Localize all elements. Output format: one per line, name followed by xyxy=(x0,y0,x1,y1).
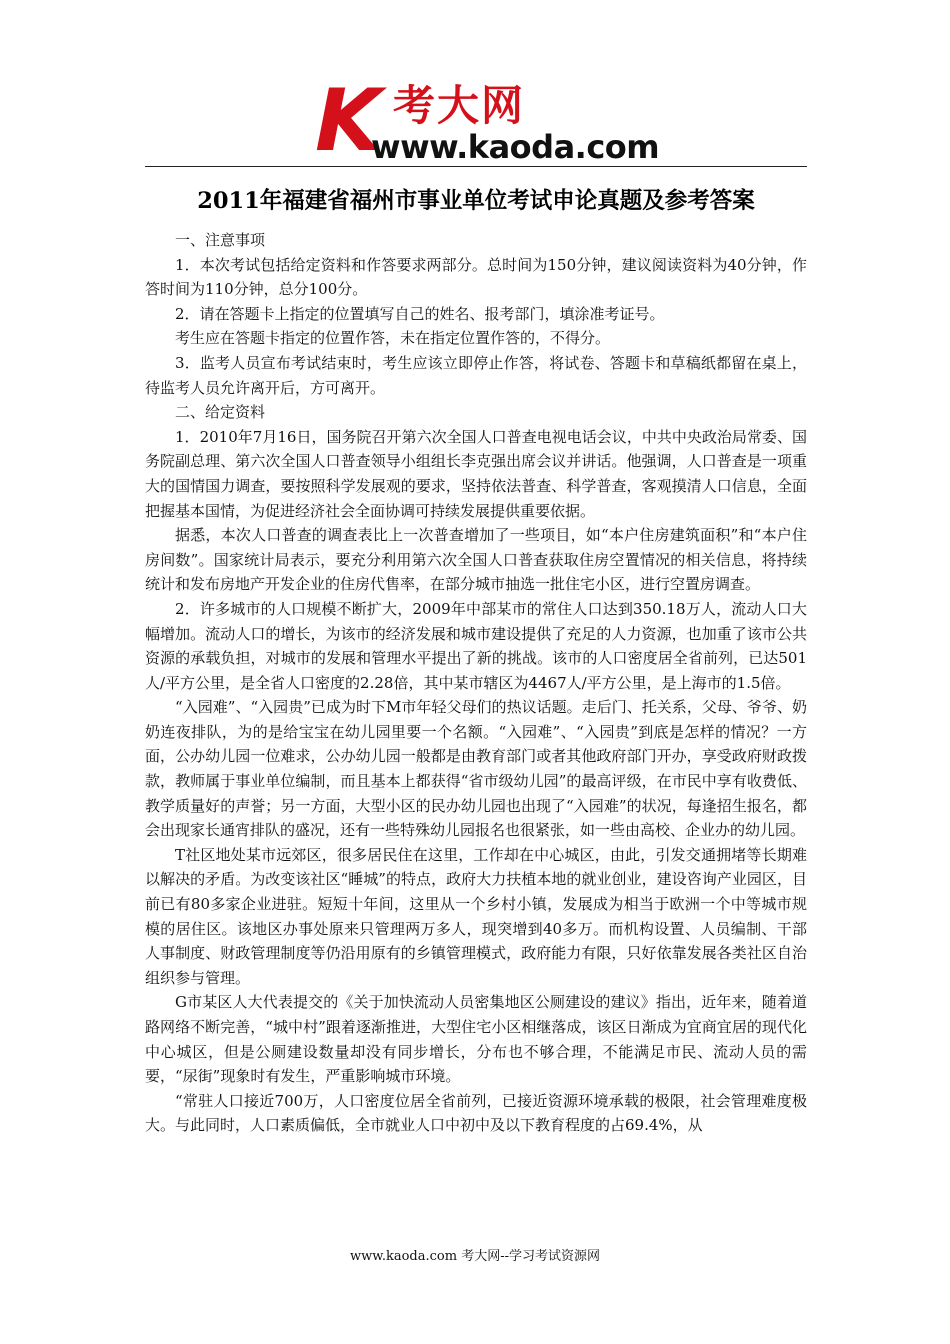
paragraph: “入园难”、“入园贵”已成为时下M市年轻父母们的热议话题。走后门、托关系，父母、爷爷、奶奶连夜排队，为的是给宝宝在幼儿园里要一个名额。“入园难”、“入园贵”到底是怎样的情况？一方面，公办幼儿园一位难求，公办幼儿园一般都是由教育部门或者其他政府部门开办，享受政府财政拨款，教师属于事业单位编制，而且基本上都获得“省市级幼儿园”的最高评级，在市民中享有收费低、教学质量好的声誉；另一方面，大型小区的民办幼儿园也出现了“入园难”的状况，每逢招生报名，都会出现家长通宵排队的盛况，还有一些特殊幼儿园报名也很紧张，如一些由高校、企业办的幼儿园。 xyxy=(145,698,807,840)
header xyxy=(145,70,807,170)
paragraph: 据悉，本次人口普查的调查表比上一次普查增加了一些项目，如“本户住房建筑面积”和“本户住房间数”。国家统计局表示，要充分利用第六次全国人口普查获取住房空置情况的相关信息，将持续统计和发布房地产开发企业的住房代售率，在部分城市抽选一批住宅小区，进行空置房调查。 xyxy=(145,526,807,594)
page-footer[interactable]: www.kaoda.com 考大网--学习考试资源网 xyxy=(350,1249,600,1264)
document-body xyxy=(145,228,807,1138)
paragraph: G市某区人大代表提交的《关于加快流动人员密集地区公厕建设的建议》指出，近年来，随着道路网络不断完善，“城中村”跟着逐渐推进，大型住宅小区相继落成，该区日渐成为宜商宜居的现代化中心城区，但是公厕建设数量却没有同步增长，分布也不够合理，不能满足市民、流动人员的需要，“尿街”现象时有发生，严重影响城市环境。 xyxy=(145,993,807,1086)
logo-url: www.kaoda.com xyxy=(371,128,660,166)
paragraph: 2．许多城市的人口规模不断扩大，2009年中部某市的常住人口达到350.18万人，流动人口大幅增加。流动人口的增长，为该市的经济发展和城市建设提供了充足的人力资源，也加重了该市公共资源的承载负担，对城市的发展和管理水平提出了新的挑战。该市的人口密度居全省前列，已达501人/平方公里，是全省人口密度的2.28倍，其中某市辖区为4467人/平方公里，是上海市的1.5倍。 xyxy=(145,599,807,692)
paragraph: 3．监考人员宣布考试结束时，考生应该立即停止作答，将试卷、答题卡和草稿纸都留在桌上，待监考人员允许离开后，方可离开。 xyxy=(145,353,807,397)
paragraph: 1．2010年7月16日，国务院召开第六次全国人口普查电视电话会议，中共中央政治局常委、国务院副总理、第六次全国人口普查领导小组组长李克强出席会议并讲话。他强调，人口普查是一项重大的国情国力调查，要按照科学发展观的要求，坚持依法普查、科学普查，客观摸清人口信息，全面把握基本国情，为促进经济社会全面协调可持续发展提供重要依据。 xyxy=(145,427,807,520)
paragraph: 二、给定资料 xyxy=(175,403,266,422)
logo-k-letter: K xyxy=(315,71,378,171)
paragraph: 一、注意事项 xyxy=(175,231,266,249)
paragraph: 1．本次考试包括给定资料和作答要求两部分。总时间为150分钟，建议阅读资料为40分钟，作答时间为110分钟，总分100分。 xyxy=(145,255,807,299)
kaoda-logo[interactable] xyxy=(315,71,660,171)
paragraph: 2．请在答题卡上指定的位置填写自己的姓名、报考部门，填涂准考证号。 xyxy=(175,304,665,323)
logo-chinese-name: 考大网 xyxy=(393,81,526,130)
paragraph: T社区地处某市远郊区，很多居民住在这里，工作却在中心城区，由此，引发交通拥堵等长期难以解决的矛盾。为改变该社区“睡城”的特点，政府大力扶植本地的就业创业，建设咨询产业园区，目前已有80多家企业进驻。短短十年间，这里从一个乡村小镇，发展成为相当于欧洲一个中等城市规模的居住区。该地区办事处原来只管理两万多人，现突增到40多万。而机构设置、人员编制、干部人事制度、财政管理制度等仍沿用原有的乡镇管理模式，政府能力有限，只好依靠发展各类社区自治组织参与管理。 xyxy=(145,845,807,987)
paragraph: “常驻人口接近700万，人口密度位居全省前列，已接近资源环境承载的极限，社会管理难度极大。与此同时，人口素质偏低，全市就业人口中初中及以下教育程度的占69.4%，从 xyxy=(145,1091,807,1135)
header-divider xyxy=(145,166,807,167)
paragraph: 考生应在答题卡指定的位置作答，未在指定位置作答的，不得分。 xyxy=(175,329,611,348)
document-title: 2011年福建省福州市事业单位考试申论真题及参考答案 xyxy=(197,188,755,214)
